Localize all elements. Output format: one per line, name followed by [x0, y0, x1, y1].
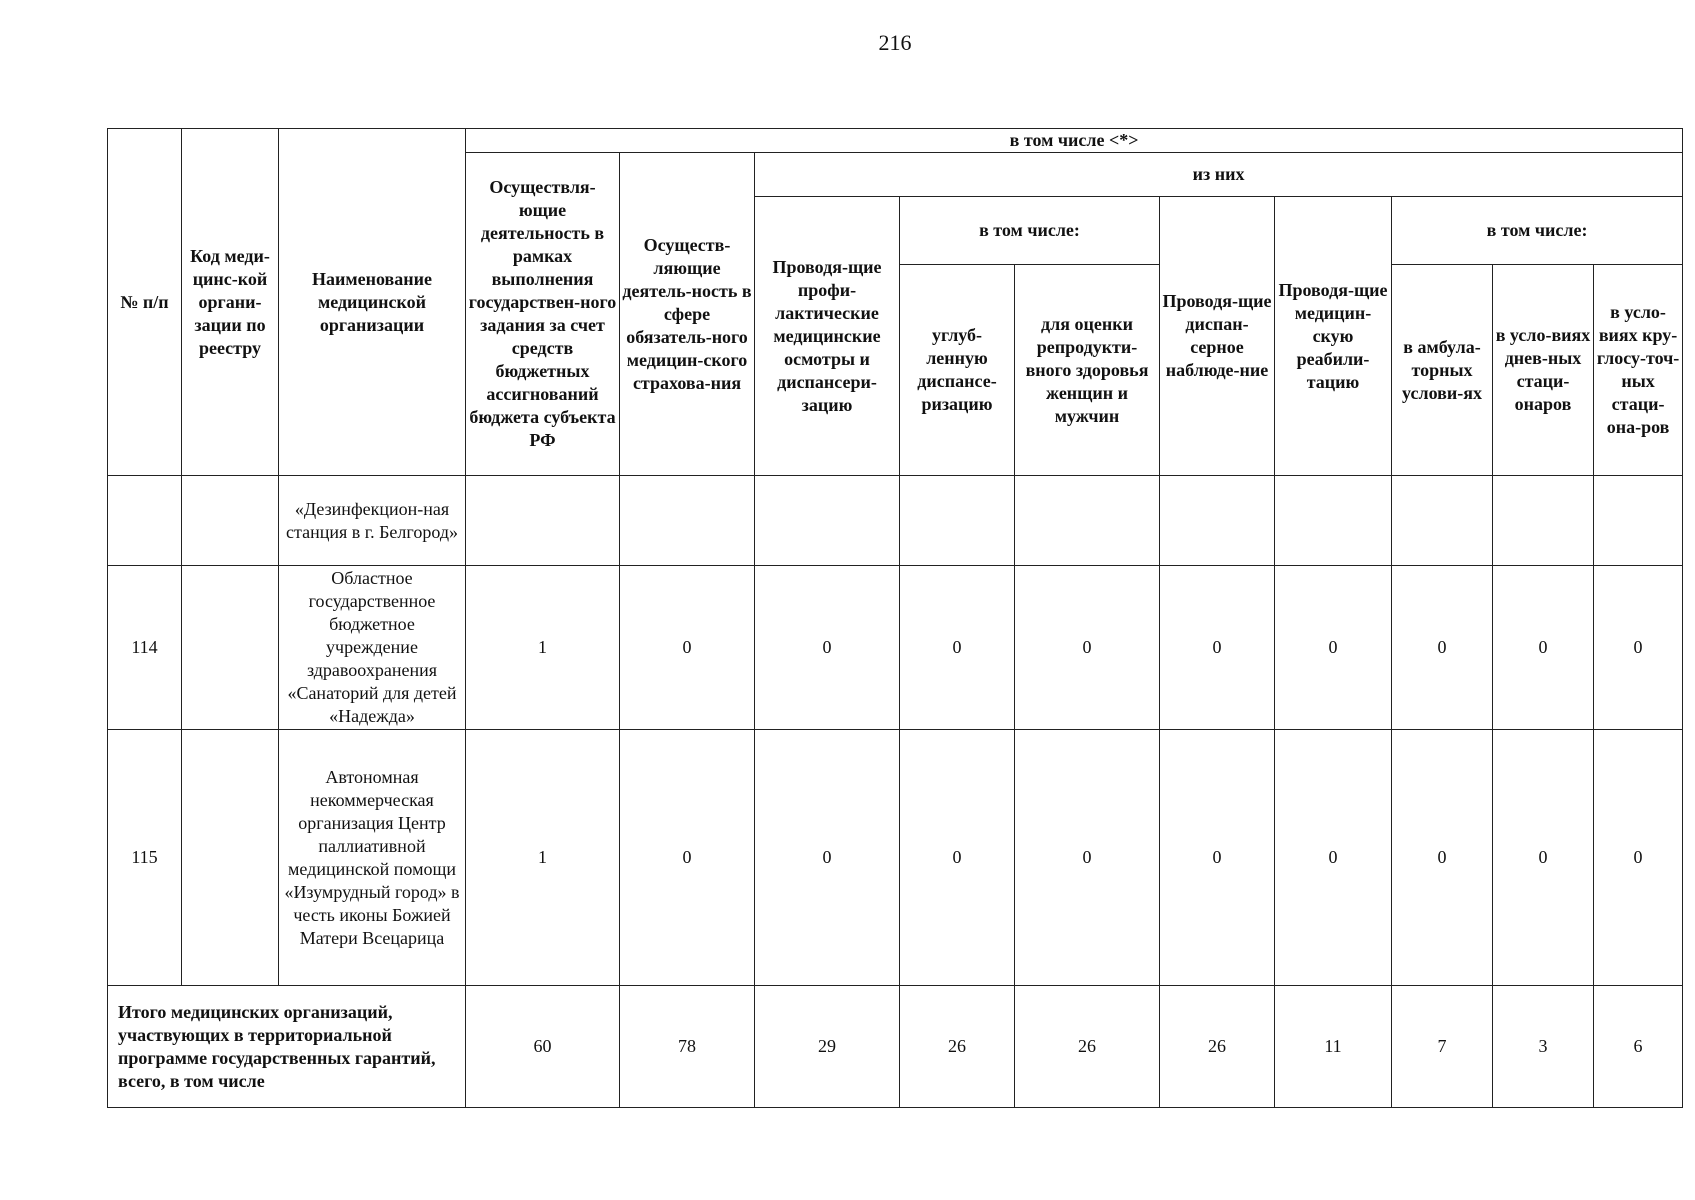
row-code: [182, 476, 279, 566]
row-value: 0: [1594, 730, 1683, 986]
header-kruglo: в усло-виях кру-глосу-точ-ных стаци-она-ров: [1594, 265, 1683, 476]
row-value: [1594, 476, 1683, 566]
row-value: 0: [1392, 566, 1493, 730]
row-name: Автономная некоммерческая организация Центр паллиативной медицинской помощи «Изумрудный город» в честь иконы Божией Матери Всецарица: [279, 730, 466, 986]
header-uglub: углуб-ленную диспансе-ризацию: [900, 265, 1015, 476]
header-v-tom-chisle: в том числе <*>: [466, 129, 1683, 153]
header-code: Код меди-цинс-кой органи-зации по реестру: [182, 129, 279, 476]
row-value: 0: [755, 730, 900, 986]
row-value: [1392, 476, 1493, 566]
row-value: [1275, 476, 1392, 566]
row-value: 0: [1594, 566, 1683, 730]
organizations-table: [107, 128, 1683, 1108]
row-value: 0: [900, 730, 1015, 986]
total-value: 7: [1392, 986, 1493, 1108]
row-value: 1: [466, 566, 620, 730]
row-value: 0: [900, 566, 1015, 730]
row-num: [108, 476, 182, 566]
page-number: 216: [878, 30, 912, 55]
row-value: [466, 476, 620, 566]
row-value: 1: [466, 730, 620, 986]
header-oms: Осуществ-ляющие деятель-ность в сфере обязатель-ного медицин-ского страхова-ния: [620, 153, 755, 476]
total-value: 29: [755, 986, 900, 1108]
row-value: 0: [1493, 566, 1594, 730]
header-iz-nih: из них: [755, 153, 1683, 197]
row-value: [1493, 476, 1594, 566]
row-num: 115: [108, 730, 182, 986]
header-prof: Проводя-щие профи-лактические медицинские осмотры и диспансери-зацию: [755, 197, 900, 476]
row-value: 0: [1392, 730, 1493, 986]
header-disp: Проводя-щие диспан-серное наблюде-ние: [1160, 197, 1275, 476]
total-value: 60: [466, 986, 620, 1108]
row-value: 0: [620, 730, 755, 986]
total-value: 26: [1015, 986, 1160, 1108]
header-v-tom-chisle-1: в том числе:: [900, 197, 1160, 265]
total-value: 26: [900, 986, 1015, 1108]
total-value: 3: [1493, 986, 1594, 1108]
row-value: 0: [1275, 566, 1392, 730]
row-value: [620, 476, 755, 566]
header-budget: Осуществля-ющие деятельность в рамках выполнения государствен-ного задания за счет средств бюджетных ассигнований бюджета субъекта РФ: [466, 153, 620, 476]
row-code: [182, 730, 279, 986]
header-num: № п/п: [108, 129, 182, 476]
row-name: «Дезинфекцион-ная станция в г. Белгород»: [279, 476, 466, 566]
total-value: 78: [620, 986, 755, 1108]
header-v-tom-chisle-2: в том числе:: [1392, 197, 1683, 265]
total-value: 11: [1275, 986, 1392, 1108]
row-value: 0: [1493, 730, 1594, 986]
header-reprod: для оценки репродукти-вного здоровья женщин и мужчин: [1015, 265, 1160, 476]
row-value: [1015, 476, 1160, 566]
header-amb: в амбула-торных услови-ях: [1392, 265, 1493, 476]
row-value: 0: [1015, 566, 1160, 730]
row-value: [755, 476, 900, 566]
table-row: [108, 566, 1683, 730]
total-value: 6: [1594, 986, 1683, 1108]
row-name: Областное государственное бюджетное учреждение здравоохранения «Санаторий для детей «Надежда»: [279, 566, 466, 730]
header-dnev: в усло-виях днев-ных стаци-онаров: [1493, 265, 1594, 476]
total-label: Итого медицинских организаций, участвующих в территориальной программе государственных гарантий, всего, в том числе: [108, 986, 466, 1108]
row-value: [1160, 476, 1275, 566]
row-value: 0: [1015, 730, 1160, 986]
row-value: 0: [755, 566, 900, 730]
row-value: 0: [1160, 566, 1275, 730]
row-value: 0: [1275, 730, 1392, 986]
table-row: [108, 730, 1683, 986]
row-value: 0: [620, 566, 755, 730]
row-value: [900, 476, 1015, 566]
table-row: [108, 476, 1683, 566]
total-value: 26: [1160, 986, 1275, 1108]
row-code: [182, 566, 279, 730]
total-row: [108, 986, 1683, 1108]
row-value: 0: [1160, 730, 1275, 986]
header-reab: Проводя-щие медицин-скую реабили-тацию: [1275, 197, 1392, 476]
row-num: 114: [108, 566, 182, 730]
header-name: Наименование медицинской организации: [279, 129, 466, 476]
